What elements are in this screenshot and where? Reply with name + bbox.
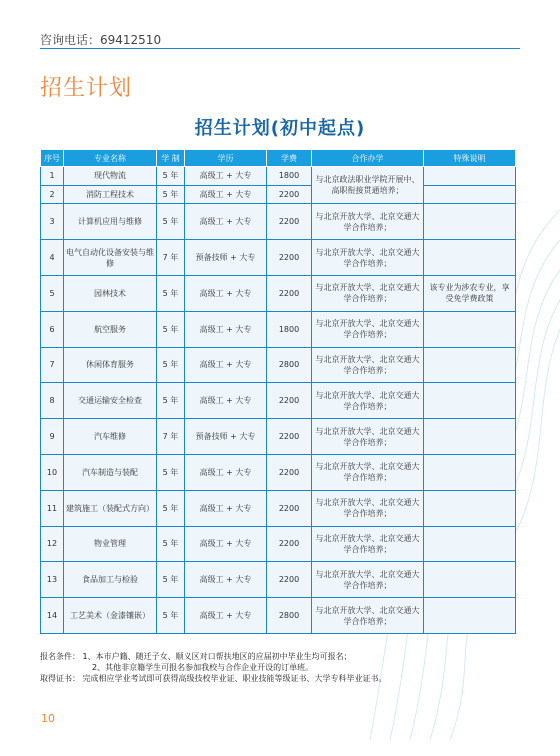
cell-major: 园林技术 xyxy=(64,275,157,311)
cell-no: 7 xyxy=(41,347,64,383)
table-title: 招生计划(初中起点) xyxy=(194,118,366,139)
cell-major: 汽车制造与装配 xyxy=(64,454,157,490)
cell-fee: 2200 xyxy=(267,526,312,562)
cell-fee: 2200 xyxy=(267,562,312,598)
cell-partner: 与北京开放大学、北京交通大学合作培养； xyxy=(312,204,424,240)
cell-education: 高级工 + 大专 xyxy=(185,490,267,526)
header-education: 学历 xyxy=(185,150,267,167)
cell-note xyxy=(424,240,516,276)
header-divider xyxy=(40,48,520,49)
cell-note xyxy=(424,204,516,240)
cell-education: 预备技师 + 大专 xyxy=(185,419,267,455)
table-row xyxy=(41,526,516,562)
table-row xyxy=(41,167,516,186)
cell-partner: 与北京开放大学、北京交通大学合作培养； xyxy=(312,311,424,347)
cell-note xyxy=(424,347,516,383)
cell-education: 高级工 + 大专 xyxy=(185,562,267,598)
cell-fee: 2200 xyxy=(267,275,312,311)
cell-partner: 与北京开放大学、北京交通大学合作培养； xyxy=(312,598,424,634)
cell-note xyxy=(424,383,516,419)
cell-fee: 2200 xyxy=(267,240,312,276)
cell-no: 13 xyxy=(41,562,64,598)
enrollment-plan-table xyxy=(40,149,516,634)
table-row xyxy=(41,454,516,490)
table-row xyxy=(41,347,516,383)
table-header-row xyxy=(41,150,516,167)
cell-note xyxy=(424,562,516,598)
cell-major: 食品加工与检验 xyxy=(64,562,157,598)
cell-no: 5 xyxy=(41,275,64,311)
cell-partner: 与北京开放大学、北京交通大学合作培养； xyxy=(312,526,424,562)
footer-notes xyxy=(40,651,520,684)
cell-no: 12 xyxy=(41,526,64,562)
cell-fee: 2200 xyxy=(267,490,312,526)
cell-education: 高级工 + 大专 xyxy=(185,454,267,490)
cell-no: 10 xyxy=(41,454,64,490)
header-note: 特殊说明 xyxy=(424,150,516,167)
cell-note xyxy=(424,167,516,186)
cell-major: 现代物流 xyxy=(64,167,157,186)
table-row xyxy=(41,419,516,455)
cell-years: 5 年 xyxy=(157,347,185,383)
cell-education: 高级工 + 大专 xyxy=(185,275,267,311)
cell-years: 5 年 xyxy=(157,383,185,419)
cell-partner: 与北京开放大学、北京交通大学合作培养； xyxy=(312,490,424,526)
cell-partner: 与北京开放大学、北京交通大学合作培养； xyxy=(312,240,424,276)
certificate-info: 取得证书： 完成相应学业考试即可获得高级技校毕业证、职业技能等级证书、大学专科毕业证书。 xyxy=(40,674,387,683)
table-row xyxy=(41,490,516,526)
cell-years: 5 年 xyxy=(157,598,185,634)
cell-note xyxy=(424,454,516,490)
header-partner: 合作办学 xyxy=(312,150,424,167)
cell-years: 5 年 xyxy=(157,526,185,562)
cell-fee: 2800 xyxy=(267,598,312,634)
header-no: 序号 xyxy=(41,150,64,167)
section-title: 招生计划 xyxy=(40,76,133,101)
table-row xyxy=(41,562,516,598)
cell-note xyxy=(424,598,516,634)
cell-fee: 2200 xyxy=(267,454,312,490)
cell-note xyxy=(424,185,516,204)
header-major: 专业名称 xyxy=(64,150,157,167)
table-row xyxy=(41,383,516,419)
cell-partner: 与北京开放大学、北京交通大学合作培养； xyxy=(312,275,424,311)
cell-education: 高级工 + 大专 xyxy=(185,598,267,634)
cell-fee: 2200 xyxy=(267,185,312,204)
header-fee: 学费 xyxy=(267,150,312,167)
cell-years: 5 年 xyxy=(157,275,185,311)
cell-note xyxy=(424,526,516,562)
cell-major: 计算机应用与维修 xyxy=(64,204,157,240)
cell-education: 高级工 + 大专 xyxy=(185,167,267,186)
cell-major: 航空服务 xyxy=(64,311,157,347)
cell-no: 9 xyxy=(41,419,64,455)
cell-partner: 与北京开放大学、北京交通大学合作培养； xyxy=(312,383,424,419)
cell-major: 汽车维修 xyxy=(64,419,157,455)
cell-partner: 与北京开放大学、北京交通大学合作培养； xyxy=(312,419,424,455)
cell-major: 交通运输安全检查 xyxy=(64,383,157,419)
cell-partner: 与北京开放大学、北京交通大学合作培养； xyxy=(312,347,424,383)
cell-years: 5 年 xyxy=(157,311,185,347)
cell-no: 2 xyxy=(41,185,64,204)
cell-years: 5 年 xyxy=(157,454,185,490)
cell-note xyxy=(424,419,516,455)
cell-partner: 与北京开放大学、北京交通大学合作培养； xyxy=(312,562,424,598)
cell-education: 高级工 + 大专 xyxy=(185,204,267,240)
cell-partner-merged: 与北京政法职业学院开展中、高职衔接贯通培养； xyxy=(312,167,424,204)
table-row xyxy=(41,275,516,311)
cell-fee: 2200 xyxy=(267,204,312,240)
cell-fee: 2200 xyxy=(267,383,312,419)
cell-years: 5 年 xyxy=(157,204,185,240)
cell-no: 11 xyxy=(41,490,64,526)
table-row xyxy=(41,204,516,240)
cell-major: 休闲体育服务 xyxy=(64,347,157,383)
cell-no: 4 xyxy=(41,240,64,276)
page-number: 10 xyxy=(41,712,55,725)
cell-no: 14 xyxy=(41,598,64,634)
cell-no: 3 xyxy=(41,204,64,240)
enrollment-condition-1: 报名条件： 1、本市户籍、随迁子女、顺义区对口帮扶地区的应届初中毕业生均可报名； xyxy=(40,652,352,661)
cell-note xyxy=(424,490,516,526)
cell-education: 高级工 + 大专 xyxy=(185,526,267,562)
cell-no: 1 xyxy=(41,167,64,186)
consult-phone: 咨询电话：69412510 xyxy=(40,33,162,47)
cell-education: 高级工 + 大专 xyxy=(185,347,267,383)
cell-no: 8 xyxy=(41,383,64,419)
cell-years: 5 年 xyxy=(157,490,185,526)
cell-years: 5 年 xyxy=(157,167,185,186)
table-row xyxy=(41,311,516,347)
cell-education: 高级工 + 大专 xyxy=(185,185,267,204)
cell-partner: 与北京开放大学、北京交通大学合作培养； xyxy=(312,454,424,490)
cell-education: 预备技师 + 大专 xyxy=(185,240,267,276)
cell-years: 5 年 xyxy=(157,185,185,204)
cell-no: 6 xyxy=(41,311,64,347)
cell-major: 消防工程技术 xyxy=(64,185,157,204)
table-row xyxy=(41,240,516,276)
cell-note xyxy=(424,311,516,347)
cell-education: 高级工 + 大专 xyxy=(185,311,267,347)
table-row xyxy=(41,598,516,634)
cell-fee: 1800 xyxy=(267,167,312,186)
cell-years: 7 年 xyxy=(157,240,185,276)
cell-note: 该专业为涉农专业，享受免学费政策 xyxy=(424,275,516,311)
header-years: 学 制 xyxy=(157,150,185,167)
cell-major: 工艺美术（金漆镶嵌） xyxy=(64,598,157,634)
enrollment-condition-2: 2、其他非京籍学生可报名参加我校与合作企业开设的订单班。 xyxy=(92,663,314,672)
cell-major: 电气自动化设备安装与维修 xyxy=(64,240,157,276)
cell-fee: 2800 xyxy=(267,347,312,383)
table-row xyxy=(41,185,516,204)
cell-years: 7 年 xyxy=(157,419,185,455)
cell-major: 建筑施工（装配式方向） xyxy=(64,490,157,526)
cell-major: 物业管理 xyxy=(64,526,157,562)
cell-years: 5 年 xyxy=(157,562,185,598)
cell-fee: 2200 xyxy=(267,419,312,455)
cell-education: 高级工 + 大专 xyxy=(185,383,267,419)
cell-fee: 1800 xyxy=(267,311,312,347)
